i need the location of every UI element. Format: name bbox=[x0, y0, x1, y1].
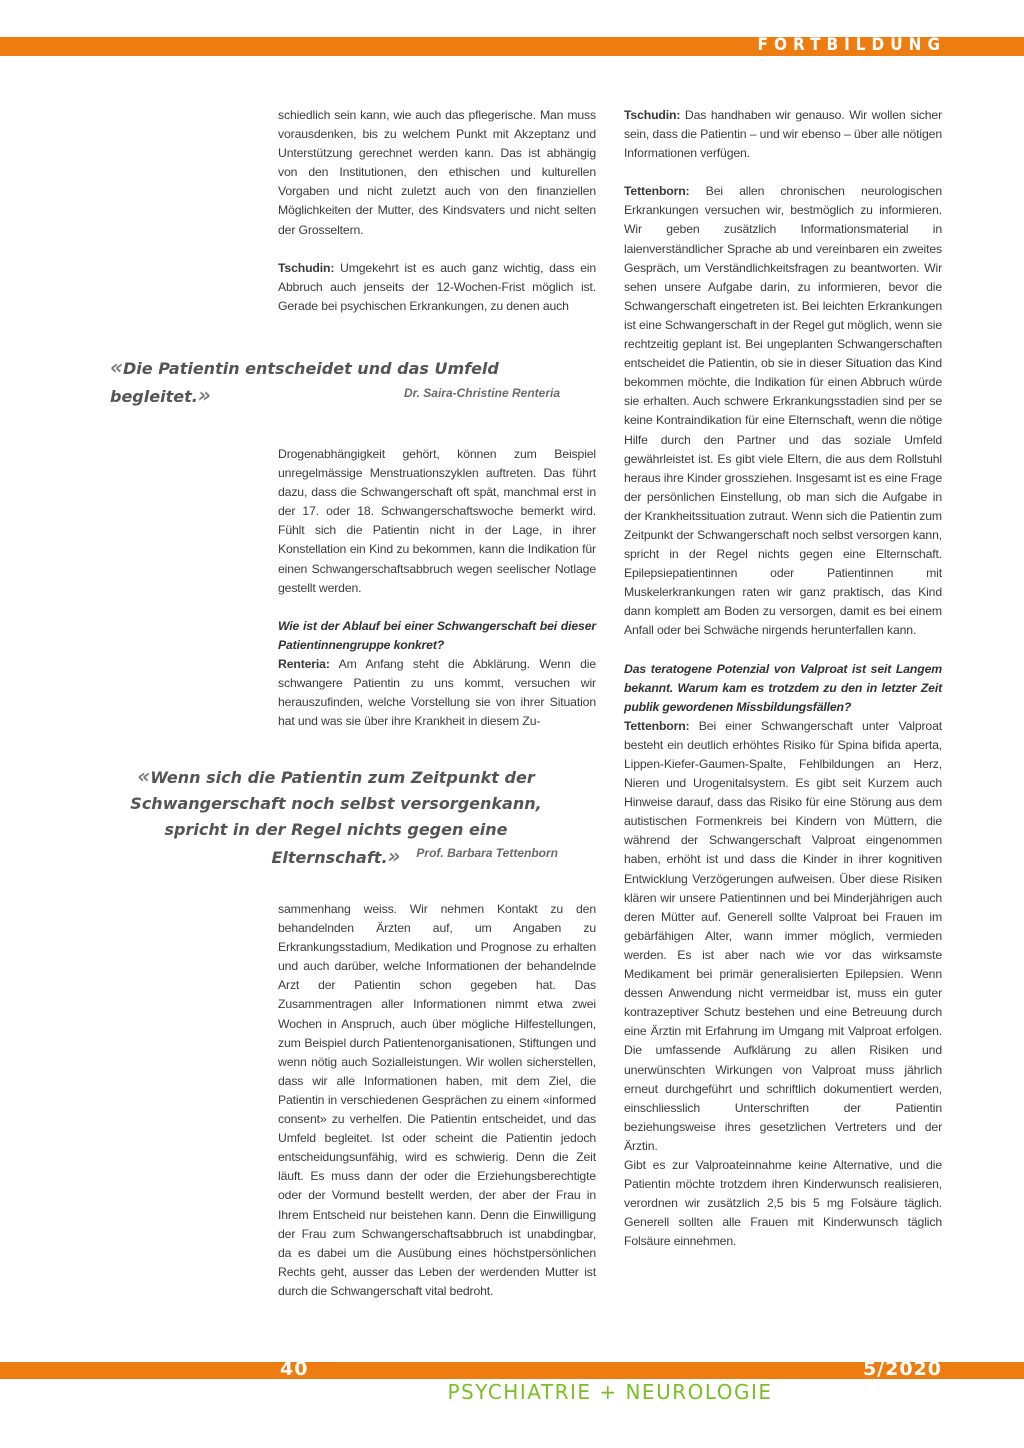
quote-open-mark: « bbox=[137, 764, 151, 788]
right-column bbox=[624, 106, 942, 1251]
left-column-block-1 bbox=[278, 106, 596, 316]
pull-quote bbox=[110, 354, 584, 410]
speaker-label: Tschudin: bbox=[278, 260, 335, 275]
pull-quote-text: Wenn sich die Patientin zum Zeitpunkt der Schwangerschaft noch selbst versorgenkann, spricht in der Regel nichts gegen eine Elternschaft. bbox=[130, 768, 542, 867]
speaker-label: Renteria: bbox=[278, 656, 330, 671]
pull-quote-author: Dr. Saira-Christine Renteria bbox=[403, 386, 560, 400]
pull-quote-author: Prof. Barbara Tettenborn bbox=[416, 846, 558, 860]
paragraph bbox=[278, 259, 596, 316]
section-label: FORTBILDUNG bbox=[757, 35, 946, 55]
left-column-block-2 bbox=[278, 445, 596, 731]
paragraph bbox=[624, 106, 942, 163]
quote-close-mark: » bbox=[387, 844, 401, 868]
paragraph: Gibt es zur Valproateinnahme keine Alternative, und die Patientin möchte trotzdem ihren Kinderwunsch realisieren, verordnen wir zusätzlich 2,5 bis 5 mg Folsäure täglich. Generell sollten alle Frauen mit Kinderwunsch täglich Folsäure einnehmen. bbox=[624, 1157, 942, 1249]
quote-open-mark: « bbox=[110, 355, 123, 379]
paragraph bbox=[278, 655, 596, 731]
pull-quote-text: Die Patientin entscheidet und das Umfeld begleitet. bbox=[110, 359, 499, 406]
issue-number: 5/2020 bbox=[862, 1358, 942, 1380]
paragraph-text: Bei allen chronischen neurologischen Erkrankungen versuchen wir, bestmöglich zu informieren. Wir geben zusätzlich Informationsmaterial in laienverständlicher Sprache ab und vereinbaren ein zweites Gespräch, um Verständlichkeitsfragen zu beantworten. Wir sehen unsere Aufgabe darin, zu informieren, bevor die Schwangerschaft eingetreten ist. Bei leichten Erkrankungen ist eine Schwangerschaft in der Regel gut möglich, wenn sie rechtzeitig geplant ist. Bei ungeplanten Schwangerschaften entscheidet die Patientin, ob sie in dieser Situation das Kind bekommen möchte, die Indikation für einen Abbruch würde sie erhalten. Auch schwere Erkrankungsstadien sind per se keine Kontraindikation für eine Elternschaft, wenn die nötige Hilfe durch den Partner und das soziale Umfeld gewährleistet ist. Es gibt viele Eltern, die aus dem Rollstuhl heraus ihre Kinder grossziehen. Insgesamt ist es eine Frage der persönlichen Einstellung, ob man sich die Aufgabe in der Krankheitssituation zutraut. Wenn sich die Patientin zum Zeitpunkt der Schwangerschaft noch selbst versorgen kann, spricht in der Regel nichts gegen eine Elternschaft. Epilepsiepatientinnen oder Patientinnen mit Muskelerkrankungen raten wir ganz praktisch, das Kind dann komplett am Boden zu versorgen, damit es bei einem Anfall oder bei Schwäche nirgends herunterfallen kann. bbox=[624, 184, 942, 638]
page-number: 40 bbox=[280, 1358, 309, 1380]
journal-title: PSYCHIATRIE + NEUROLOGIE bbox=[447, 1380, 773, 1404]
paragraph: schiedlich sein kann, wie auch das pflegerische. Man muss vorausdenken, bis zu welchem Punkt mit Akzeptanz und Unterstützung gerechnet werden kann. Das ist abhängig von den Institutionen, den ethischen und kulturellen Vorgaben und nicht zuletzt auch von den finanziellen Möglichkeiten der Mutter, des Kindsvaters und nicht selten der Grosseltern. bbox=[278, 108, 596, 237]
interview-question: Das teratogene Potenzial von Valproat ist seit Langem bekannt. Warum kam es trotzdem zu den in letzter Zeit publik gewordenen Missbildungsfällen? bbox=[624, 661, 942, 714]
paragraph: sammenhang weiss. Wir nehmen Kontakt zu den behandelnden Ärzten auf, um Angaben zu Erkrankungsstadium, Medikation und Prognose zu erhalten und auch darüber, welche Informationen der behandelnde Arzt der Patientin schon gegeben hat. Das Zusammentragen aller Informationen nimmt etwa zwei Wochen in Anspruch, auch über mögliche Hilfestellungen, zum Beispiel durch Patientenorganisationen, Stiftungen und wenn nötig auch Sozialleistungen. Wir wollen sicherstellen, dass wir alle Informationen haben, mit dem Ziel, die Patientin in verschiedenen Gesprächen zu einem «informed consent» zu verhelfen. Die Patientin entscheidet, und das Umfeld begleitet. Ist oder scheint die Patientin jedoch entscheidungsunfähig, wird es schwierig. Denn die Zeit läuft. Es muss dann der oder die Erziehungsberechtigte oder der Vormund bestellt werden, der aber der Frau in Ihrem Entscheid nur beistehen kann. Denn die Einwilligung der Frau zum Schwangerschaftsabbruch ist unabdingbar, da es dabei um die Ausübung eines höchstpersönlichen Rechts geht, ausser das Leben der werdenden Mutter ist durch die Schwangerschaft vital bedroht. bbox=[278, 902, 596, 1298]
speaker-label: Tettenborn: bbox=[624, 184, 690, 199]
speaker-label: Tschudin: bbox=[624, 108, 681, 122]
paragraph bbox=[624, 717, 942, 1156]
paragraph-text: Am Anfang steht die Abklärung. Wenn die schwangere Patientin zu uns kommt, versuchen wir herauszufinden, welche Vorstellung sie von ihrer Situation hat und was sie über ihre Krankheit in diesem Zu- bbox=[278, 656, 596, 729]
paragraph-text: Umgekehrt ist es auch ganz wichtig, dass ein Abbruch auch jenseits der 12-Wochen-Frist möglich ist. Gerade bei psychischen Erkrankungen, zu denen auch bbox=[278, 260, 596, 313]
left-column-block-3 bbox=[278, 900, 596, 1301]
paragraph-text: Das handhaben wir genauso. Wir wollen sicher sein, dass die Patientin – und wir ebenso – über alle nötigen Informationen verfügen. bbox=[624, 108, 942, 161]
quote-close-mark: » bbox=[197, 383, 211, 407]
speaker-label: Tettenborn: bbox=[624, 718, 690, 733]
paragraph: Drogenabhängigkeit gehört, können zum Beispiel unregelmässige Menstruationszyklen auftreten. Das führt dazu, dass die Schwangerschaft oft spät, manchmal erst in der 17. oder 18. Schwangerschaftswoche bemerkt wird. Fühlt sich die Patientin nicht in der Lage, in ihrer Konstellation ein Kind zu bekommen, kann die Indikation für einen Schwangerschaftsabbruch wegen seelischer Notlage gestellt werden. bbox=[278, 447, 596, 595]
paragraph-text: Bei einer Schwangerschaft unter Valproat besteht ein deutlich erhöhtes Risiko für Spina bifida aperta, Lippen-Kiefer-Gaumen-Spalte, Fehlbildungen an Herz, Nieren und Urogenitalsystem. Es gibt seit Kurzem auch Hinweise darauf, dass das Risiko für eine Störung aus dem autistischen Formenkreis bei Kindern von Müttern, die während der Schwangerschaft Valproat eingenommen haben, erhöht ist und dass die Kinder in ihrer kognitiven Entwicklung Verzögerungen aufweisen. Über diese Risiken klären wir unsere Patientinnen und bei Minderjährigen auch deren Mütter auf. Generell sollte Valproat bei Frauen im gebärfähigen Alter, wann immer möglich, vermieden werden. Es ist aber nach wie vor das wirksamste Medikament bei primär generalisierten Epilepsien. Wenn dessen Anwendung nicht vermeidbar ist, muss ein guter kontrazeptiver Schutz bestehen und eine Betreuung durch eine Ärztin mit Erfahrung im Umgang mit Valproat erfolgen. Die umfassende Aufklärung zu allen Risiken und unerwünschten Wirkungen von Valproat muss jährlich erneut durchgeführt und schriftlich dokumentiert werden, einschliesslich Unterschriften der Patientin beziehungsweise ihres gesetzlichen Vertreters und der Ärztin. bbox=[624, 718, 942, 1153]
interview-question: Wie ist der Ablauf bei einer Schwangerschaft bei dieser Patientinnengruppe konkret? bbox=[278, 618, 596, 652]
paragraph bbox=[624, 182, 942, 640]
